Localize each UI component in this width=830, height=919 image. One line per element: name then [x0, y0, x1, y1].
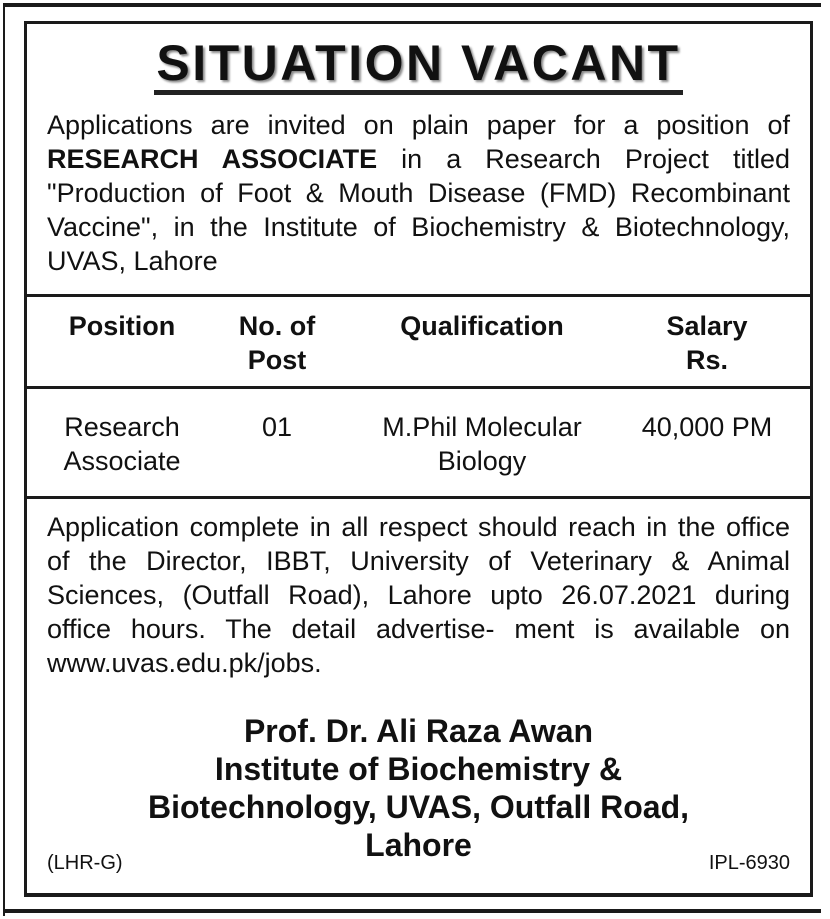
divider — [27, 386, 810, 389]
footer-code-right: IPL-6930 — [708, 852, 790, 874]
signatory-name: Prof. Dr. Ali Raza Awan — [243, 713, 594, 749]
header-text: Rs. — [685, 345, 729, 375]
header-posts — [207, 309, 347, 377]
footer-code-left: (LHR-G) — [47, 852, 123, 874]
divider — [27, 294, 810, 297]
header-text: Position — [68, 311, 176, 341]
cell-salary: 40,000 PM — [641, 412, 773, 442]
header-text: Qualification — [400, 311, 564, 341]
cell-qualification — [357, 410, 607, 478]
signatory-address: Biotechnology, UVAS, Outfall Road, — [147, 789, 690, 825]
cell-position — [47, 410, 197, 478]
signature-block — [27, 712, 810, 864]
intro-paragraph — [47, 108, 790, 278]
ad-title-text: SITUATION VACANT — [154, 36, 682, 95]
instructions-paragraph: Application complete in all respect should reach in the office of the Director, IBBT, University of Veterinary & Animal Sciences, (Outfall Road), Lahore upto 26.07.2021 during office hours. The detail advertise- ment is available on www.uvas.edu.pk/jobs. — [47, 512, 790, 678]
header-text: No. of — [238, 311, 316, 341]
header-salary — [617, 309, 797, 377]
signatory-address: Institute of Biochemistry & — [214, 751, 623, 787]
cell-text: M.Phil Molecular — [382, 412, 582, 442]
intro-position: RESEARCH ASSOCIATE — [47, 144, 378, 174]
intro-text-end: in a Research Project titled "Production of Foot & Mouth Disease (FMD) Recombinant Vaccine", in the Institute of Biochemistry & Biotechnology, UVAS, Lahore — [47, 144, 790, 276]
header-text: Salary — [666, 311, 748, 341]
advertisement-box — [24, 21, 813, 897]
header-position — [47, 309, 197, 343]
outer-frame-bottom — [3, 909, 821, 913]
cell-text: Associate — [63, 446, 181, 476]
outer-frame-left — [3, 3, 5, 916]
cell-text: Biology — [437, 446, 527, 476]
ad-title — [27, 34, 810, 95]
cell-text: Research — [64, 412, 180, 442]
signatory-address: Lahore — [365, 827, 472, 863]
cell-posts: 01 — [261, 412, 293, 442]
header-qualification — [357, 309, 607, 343]
divider — [27, 496, 810, 499]
header-text: Post — [247, 345, 307, 375]
intro-text-start: Applications are invited on plain paper for a position of — [47, 110, 790, 140]
outer-frame-top — [3, 3, 821, 7]
